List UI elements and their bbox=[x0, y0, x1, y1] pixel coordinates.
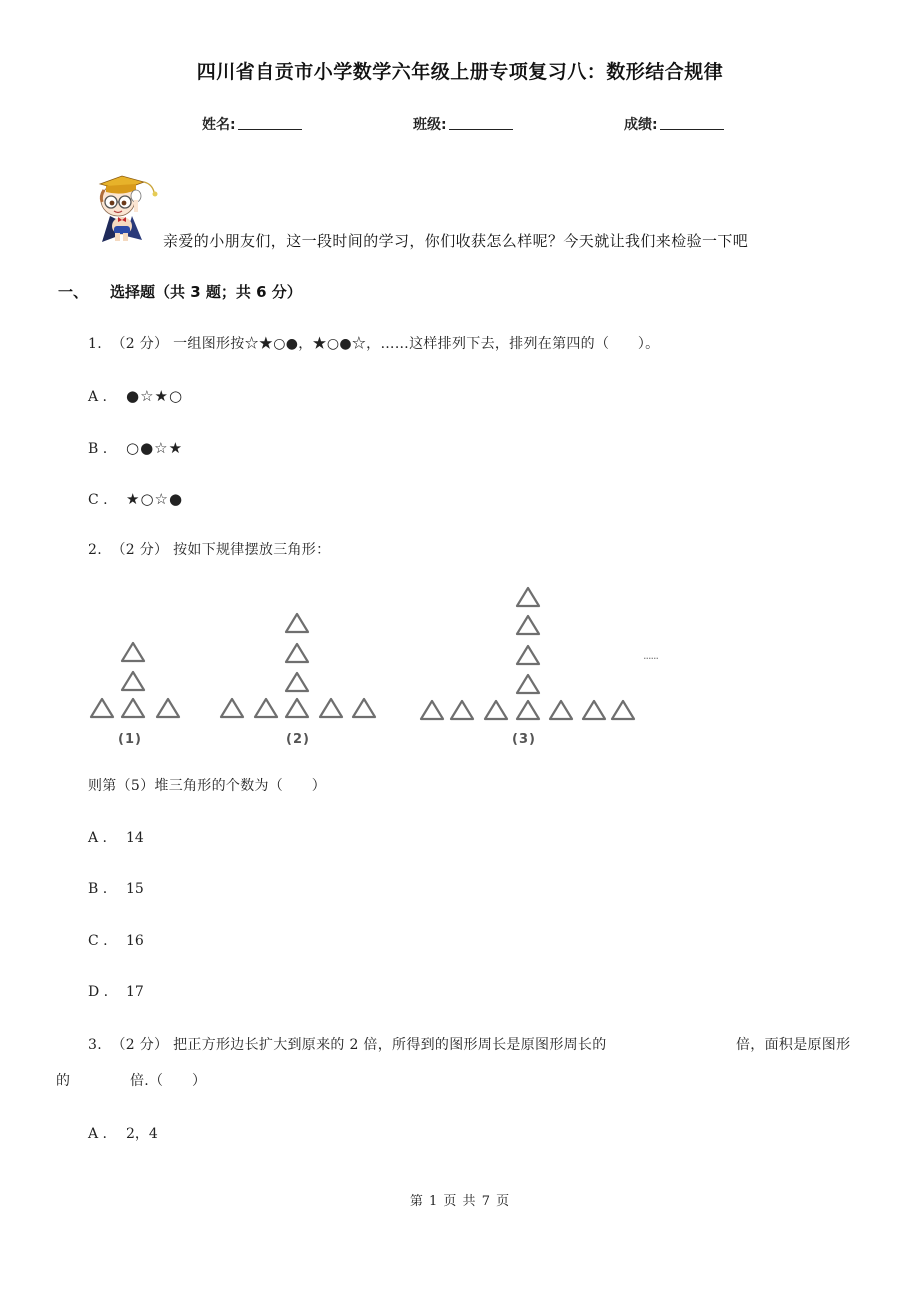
option-letter: A . bbox=[88, 830, 108, 846]
question-3-text-c: 的 bbox=[56, 1073, 71, 1089]
question-3-text-d: 倍.（ ） bbox=[130, 1073, 207, 1089]
section-title: 选择题（共 3 题；共 6 分） bbox=[110, 283, 302, 301]
greeting-text: 亲爱的小朋友们，这一段时间的学习，你们收获怎么样呢？今天就让我们来检验一下吧 bbox=[163, 232, 749, 250]
option-letter: B . bbox=[88, 441, 108, 457]
figure-label-2: (2) bbox=[286, 732, 310, 747]
question-2-option-a[interactable] bbox=[88, 830, 144, 846]
option-letter: A . bbox=[88, 389, 108, 405]
figure-label-3: (3) bbox=[512, 732, 536, 747]
continuation-dots: ...... bbox=[643, 649, 658, 662]
triangle-stack-2 bbox=[221, 614, 375, 717]
option-text: 14 bbox=[126, 830, 144, 846]
section-number: 一、 bbox=[58, 283, 89, 301]
question-3-text-a: 把正方形边长扩大到原来的 2 倍，所得到的图形周长是原图形周长的 bbox=[173, 1037, 607, 1053]
option-letter: C . bbox=[88, 492, 108, 508]
info-label-class: 班级: bbox=[413, 117, 447, 133]
question-3-line-1 bbox=[88, 1034, 607, 1054]
question-1-number: 1. bbox=[88, 336, 102, 352]
question-3-option-a[interactable] bbox=[88, 1123, 158, 1143]
option-text: 16 bbox=[126, 933, 144, 949]
option-text: 2，4 bbox=[126, 1126, 158, 1142]
option-text: ●☆★○ bbox=[126, 387, 184, 405]
question-2-option-d[interactable] bbox=[88, 984, 144, 1000]
question-3-score: （2 分） bbox=[111, 1037, 169, 1053]
triangle-stack-3 bbox=[421, 588, 634, 719]
info-label-name: 姓名: bbox=[202, 117, 236, 133]
option-text: ○●☆★ bbox=[126, 439, 184, 457]
option-text: 17 bbox=[126, 984, 144, 1000]
question-2-option-c[interactable] bbox=[88, 933, 144, 949]
info-label-score: 成绩: bbox=[624, 117, 658, 133]
document-title: 四川省自贡市小学数学六年级上册专项复习八：数形结合规律 bbox=[196, 61, 724, 83]
triangle-stack-1 bbox=[91, 643, 179, 717]
option-letter: D . bbox=[88, 984, 109, 1000]
question-3-text-b: 倍，面积是原图形 bbox=[736, 1037, 851, 1053]
page-footer: 第 1 页 共 7 页 bbox=[409, 1194, 511, 1209]
question-2-score: （2 分） bbox=[111, 542, 169, 558]
option-text: ★○☆● bbox=[126, 490, 184, 508]
option-text: 15 bbox=[126, 881, 144, 897]
question-3-number: 3. bbox=[88, 1037, 102, 1053]
option-letter: C . bbox=[88, 933, 108, 949]
question-2-option-b[interactable] bbox=[88, 881, 144, 897]
question-2-text: 按如下规律摆放三角形： bbox=[173, 542, 331, 558]
question-2-subtext: 则第（5）堆三角形的个数为（ ） bbox=[88, 778, 327, 794]
figure-label-1: (1) bbox=[118, 732, 142, 747]
question-1-score: （2 分） bbox=[111, 336, 169, 352]
option-letter: A . bbox=[88, 1126, 108, 1142]
option-letter: B . bbox=[88, 881, 108, 897]
question-2-number: 2. bbox=[88, 542, 102, 558]
question-1-text: 一组图形按☆★○●，★○●☆，……这样排列下去，排列在第四的（ ）。 bbox=[173, 336, 660, 352]
